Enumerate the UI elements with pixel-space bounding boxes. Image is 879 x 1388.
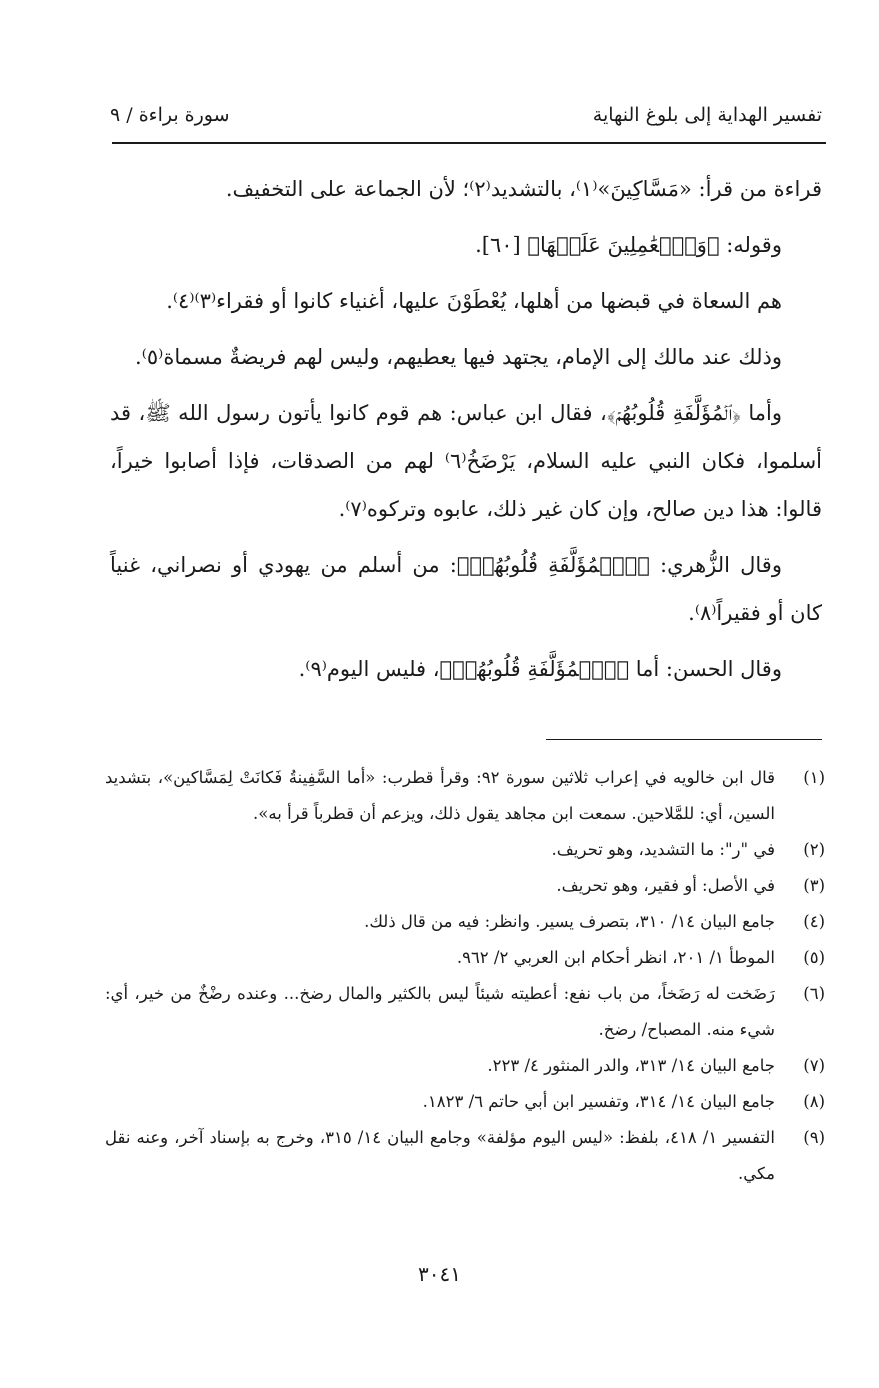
footnote-divider xyxy=(546,739,822,740)
page-number: ٣٠٤١ xyxy=(418,1262,461,1286)
footnote-number: (٦) xyxy=(803,984,825,1003)
book-title: تفسير الهداية إلى بلوغ النهاية xyxy=(592,104,822,126)
footnote-text: الموطأ ١/ ٢٠١، انظر أحكام ابن العربي ٢/ ٩٦٢. xyxy=(456,948,775,967)
footnote-number: (١) xyxy=(803,768,825,787)
footnote-text: في "ر": ما التشديد، وهو تحريف. xyxy=(551,840,775,859)
main-text xyxy=(110,165,822,701)
running-header xyxy=(110,100,822,136)
footnote xyxy=(105,1048,825,1084)
footnote xyxy=(105,976,825,1048)
footnote-number: (٨) xyxy=(803,1092,825,1111)
paragraph: وقوله: ﴿وَٱلۡعَٰمِلِينَ عَلَيۡهَا﴾ [٦٠]. xyxy=(475,233,782,257)
paragraph: قراءة من قرأ: «مَسَّاكِينَ»⁽١⁾، بالتشديد⁽٢⁾؛ لأن الجماعة على التخفيف. xyxy=(225,177,822,201)
footnote xyxy=(105,1084,825,1120)
footnote-number: (٤) xyxy=(803,912,825,931)
footnote-number: (٩) xyxy=(803,1128,825,1147)
footnotes xyxy=(105,760,825,1192)
paragraph: وقال الزُّهري: ﴿ٱلۡمُؤَلَّفَةِ قُلُوبُهُمۡ﴾: من أسلم من يهودي أو نصراني، غنياً كان أو فقيراً⁽٨⁾. xyxy=(110,553,822,625)
footnote xyxy=(105,832,825,868)
footnote-text: جامع البيان ١٤/ ٣١٣، والدر المنثور ٤/ ٢٢٣. xyxy=(487,1056,775,1075)
footnote-text: جامع البيان ١٤/ ٣١٤، وتفسير ابن أبي حاتم ٦/ ١٨٢٣. xyxy=(422,1092,775,1111)
paragraph: وأما ﴿ٱلۡمُؤَلَّفَةِ قُلُوبُهُمۡ﴾، فقال ابن عباس: هم قوم كانوا يأتون رسول الله ﷺ، قد أسلموا، فكان النبي عليه السلام، يَرْضَخُ⁽٦⁾ لهم من الصدقات، فإذا أصابوا خيراً، قالوا: هذا دين صالح، وإن كان غير ذلك، عابوه وتركوه⁽٧⁾. xyxy=(110,401,822,521)
paragraph: وقال الحسن: أما ﴿ٱلۡمُؤَلَّفَةِ قُلُوبُهُمۡ﴾، فليس اليوم⁽٩⁾. xyxy=(298,657,782,681)
footnote-number: (٧) xyxy=(803,1056,825,1075)
footnote-text: قال ابن خالويه في إعراب ثلاثين سورة ٩٢: وقرأ قطرب: «أما السَّفِينةُ فَكانَتْ لِمَسَّاكين»، بتشديد السين، أي: للمَّلاحين. سمعت ابن مجاهد يقول ذلك، ويزعم أن قطرباً قرأ به». xyxy=(105,768,775,823)
paragraph: هم السعاة في قبضها من أهلها، يُعْطَوْنَ عليها، أغنياء كانوا أو فقراء⁽٣⁾⁽٤⁾. xyxy=(166,289,782,313)
footnote-text: في الأصل: أو فقير، وهو تحريف. xyxy=(556,876,775,895)
footnote xyxy=(105,868,825,904)
footnote-text: التفسير ١/ ٤١٨، بلفظ: «ليس اليوم مؤلفة» وجامع البيان ١٤/ ٣١٥، وخرج به بإسناد آخر، وعنه نقل مكي. xyxy=(105,1128,775,1183)
footnote-text: جامع البيان ١٤/ ٣١٠، بتصرف يسير. وانظر: فيه من قال ذلك. xyxy=(364,912,775,931)
footnote xyxy=(105,760,825,832)
footnote-number: (٥) xyxy=(803,948,825,967)
footnote-number: (٣) xyxy=(803,876,825,895)
footnote xyxy=(105,904,825,940)
header-divider xyxy=(112,142,826,144)
footnote xyxy=(105,1120,825,1192)
footnote-text: رَضَخت له رَضَخاً، من باب نفع: أعطيته شيئاً ليس بالكثير والمال رضخ... وعنده رضْخٌ من خير، أي: شيء منه. المصباح/ رضخ. xyxy=(105,984,775,1039)
footnote-number: (٢) xyxy=(803,840,825,859)
surah-label: سورة براءة / ٩ xyxy=(110,104,230,126)
footnote xyxy=(105,940,825,976)
paragraph: وذلك عند مالك إلى الإمام، يجتهد فيها يعطيهم، وليس لهم فريضةٌ مسماة⁽٥⁾. xyxy=(135,345,782,369)
